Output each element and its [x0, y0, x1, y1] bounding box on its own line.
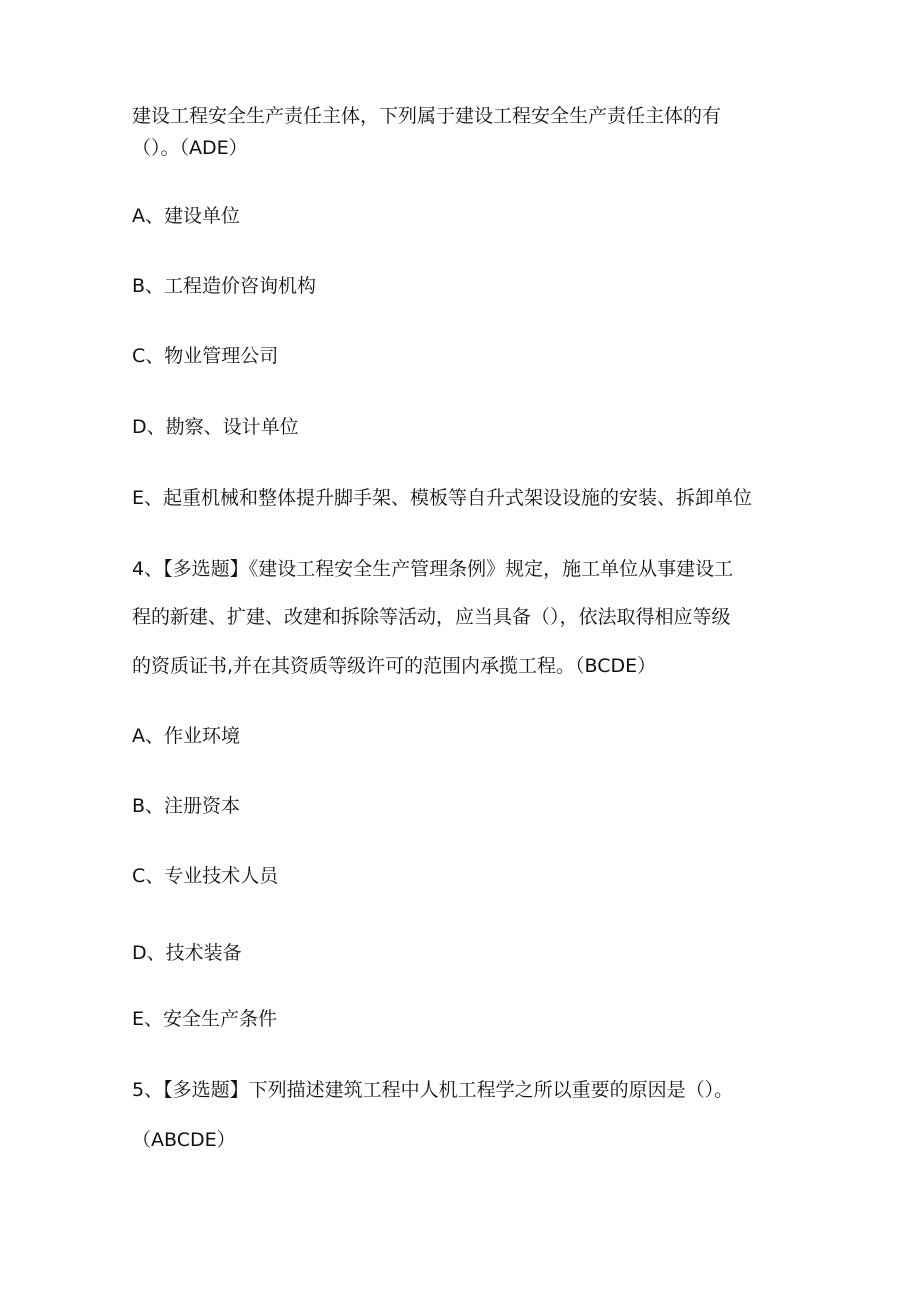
q3-option-c: C、物业管理公司 [132, 345, 279, 367]
q4-option-e: E、安全生产条件 [132, 1008, 278, 1030]
q4-option-b: B、注册资本 [132, 795, 241, 817]
q3-option-a: A、建设单位 [132, 205, 240, 227]
q4-stem-line-2: 程的新建、扩建、改建和拆除等活动，应当具备（），依法取得相应等级 [132, 606, 731, 628]
q3-option-d: D、勘察、设计单位 [132, 416, 299, 438]
q3-option-b: B、工程造价咨询机构 [132, 275, 317, 297]
q4-stem-line-3: 的资质证书,并在其资质等级许可的范围内承揽工程。（BCDE） [132, 655, 657, 677]
q5-stem-line-2: （ABCDE） [132, 1129, 236, 1151]
q4-option-c: C、专业技术人员 [132, 865, 279, 887]
q3-option-e: E、起重机械和整体提升脚手架、模板等自升式架设设施的安装、拆卸单位 [132, 487, 753, 509]
q3-stem-line-1: 建设工程安全生产责任主体，下列属于建设工程安全生产责任主体的有 [132, 105, 722, 127]
q4-option-a: A、作业环境 [132, 725, 240, 747]
q5-stem-line-1: 5、【多选题】下列描述建筑工程中人机工程学之所以重要的原因是（）。 [132, 1079, 734, 1101]
q4-stem-line-1: 4、【多选题】《建设工程安全生产管理条例》规定，施工单位从事建设工 [132, 558, 734, 580]
q3-stem-line-2: （）。（ADE） [132, 137, 248, 159]
q4-option-d: D、技术装备 [132, 942, 242, 964]
